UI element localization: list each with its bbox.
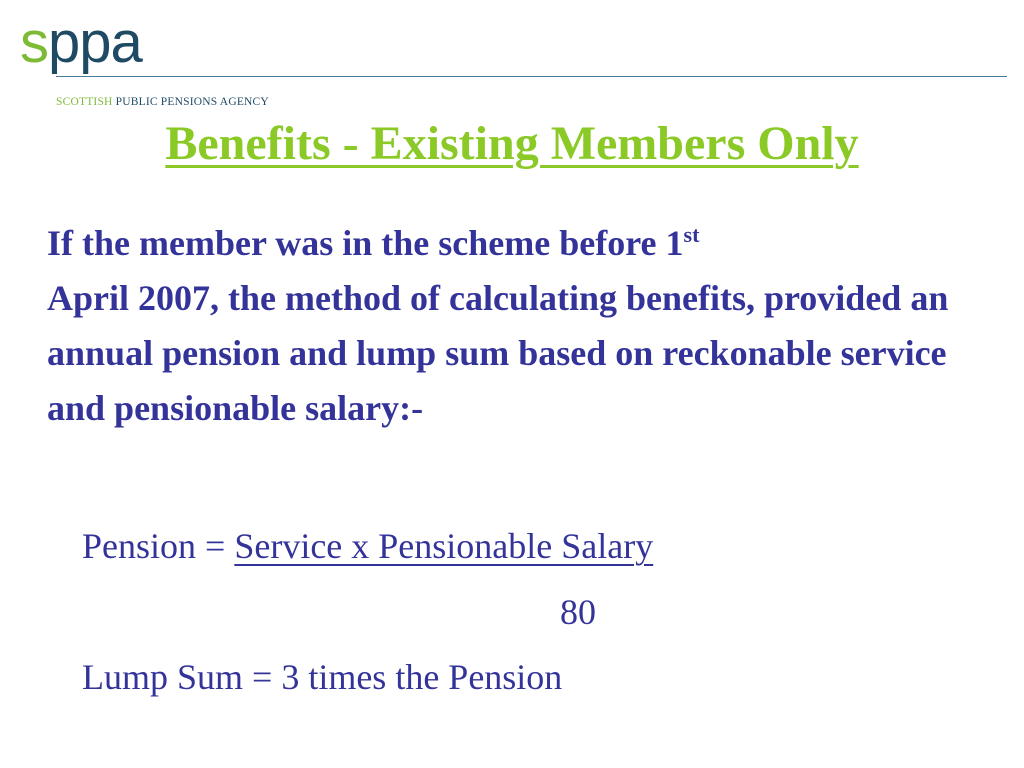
pension-numerator: Service x Pensionable Salary <box>234 526 654 566</box>
pension-formula <box>82 524 653 568</box>
sppa-logo <box>18 10 318 108</box>
logo-wordmark <box>20 10 142 76</box>
lump-sum-formula: Lump Sum = 3 times the Pension <box>82 657 563 697</box>
header-divider <box>56 76 1007 77</box>
logo-letter-s: s <box>20 10 48 75</box>
slide-title-text: Benefits - Existing Members Only <box>165 117 859 170</box>
logo-letters-ppa: ppa <box>48 10 142 75</box>
intro-superscript: st <box>683 222 700 247</box>
intro-text-rest: April 2007, the method of calculating benefits, provided an annual pension and lump sum based on reckonable service and pensionable salary:- <box>47 278 949 428</box>
logo-subtitle-agency: PUBLIC PENSIONS AGENCY <box>115 96 269 108</box>
slide-title <box>0 114 1024 174</box>
intro-text-start: If the member was in the scheme before 1 <box>47 223 684 263</box>
pension-label: Pension = <box>82 526 235 566</box>
logo-subtitle-scottish: SCOTTISH <box>56 96 113 108</box>
pension-denominator: 80 <box>560 592 596 632</box>
intro-paragraph <box>47 216 987 436</box>
logo-subtitle <box>56 96 269 108</box>
